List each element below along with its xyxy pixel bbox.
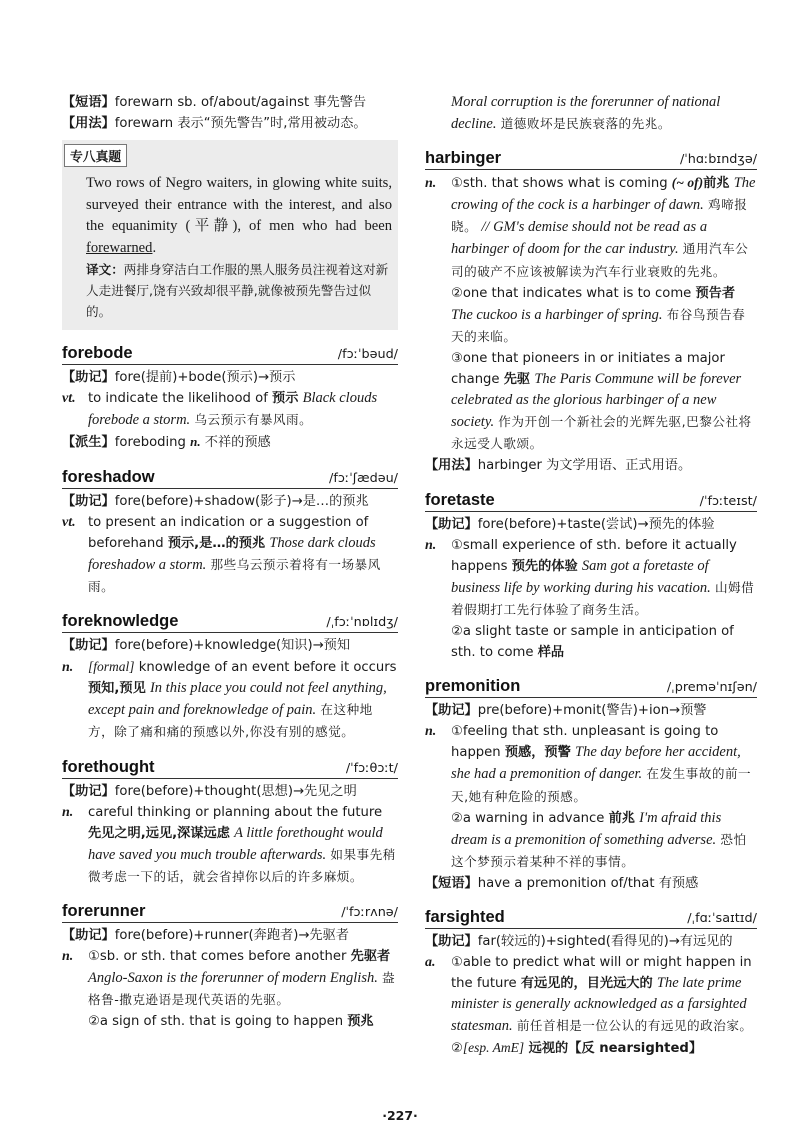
definition-foretaste-1: n. ①small experience of sth. before it actually happens 预先的体验 Sam got a foretaste of business life by working during his vacation. 山姆借着假期打工先行体验了商务生活。 (425, 537, 755, 617)
memo-forerunner: 【助记】fore(before)+runner(奔跑者)→先驱者 (62, 927, 349, 943)
definition-harbinger-2: ②one that indicates what is to come 预告者 The cuckoo is a harbinger of spring. 布谷鸟预告春天的来临。 (451, 285, 746, 344)
exam-translation: 译文：两排身穿洁白工作服的黑人服务员注视着这对新人走进餐厅,饶有兴致却很平静,就像被预先警告过似的。 (86, 262, 389, 320)
memo-forebode: 【助记】fore(提前)+bode(预示)→预示 (62, 370, 296, 386)
definition-farsighted-2: ②[esp. AmE] 远视的【反 nearsighted】 (451, 1040, 703, 1057)
exam-box (62, 140, 398, 330)
entry-head-harbinger: harbinger /ˈhɑːbɪndʒə/ (425, 149, 757, 170)
entry-head-foreknowledge: foreknowledge /ˌfɔːˈnɒlɪdʒ/ (62, 612, 398, 633)
forewarn-phrase: 【短语】forewarn sb. of/about/against 事先警告 (62, 95, 367, 110)
right-column (425, 92, 757, 1060)
entry-head-foreshadow: foreshadow /fɔːˈʃædəu/ (62, 468, 398, 489)
definition-foretaste-2: ②a slight taste or sample in anticipation of sth. to come 样品 (451, 623, 734, 661)
usage-harbinger: 【用法】harbinger 为文学用语、正式用语。 (425, 458, 692, 474)
definition-forerunner-1: n. ①sb. or sth. that comes before another 先驱者 Anglo-Saxon is the forerunner of modern English. 盎格鲁-撒克逊语是现代英语的先驱。 (62, 949, 396, 1008)
memo-foreshadow: 【助记】fore(before)+shadow(影子)→是…的预兆 (62, 493, 369, 509)
forewarn-usage: 【用法】forewarn 表示“预先警告”时,常用被动态。 (62, 116, 367, 132)
exam-box-label: 专八真题 (64, 144, 127, 167)
entry-head-forerunner: forerunner /ˈfɔːrʌnə/ (62, 902, 398, 923)
exam-sentence: Two rows of Negro waiters, in glowing white suits, surveyed their entrance with the interest, and also the equanimity (平静), of men who had been forewarned. (86, 175, 392, 256)
memo-forethought: 【助记】fore(before)+thought(思想)→先见之明 (62, 783, 357, 799)
definition-harbinger-1: n. ①sth. that shows what is coming (~ of)前兆 The crowing of the cock is a harbinger of dawn. 鸡啼报晓。 // GM's demise should not be read as a harbinger of doom for the car industry. 通用汽车公司的破产不应该被解读为汽车行业衰败的先兆。 (425, 175, 756, 279)
definition-forerunner-2: ②a sign of sth. that is going to happen 预兆 (88, 1014, 374, 1030)
page-number: ·227· (382, 1108, 418, 1123)
definition-foreknowledge: n. [formal] knowledge of an event before it occurs 预知,预见 In this place you could not feel anything, except pain and foreknowledge of pain. 在这种地方，除了痛和痛的预感以外,你没有别的感觉。 (62, 659, 397, 740)
phrase-premonition: 【短语】have a premonition of/that 有预感 (425, 875, 699, 891)
entry-head-foretaste: foretaste /ˈfɔːteɪst/ (425, 491, 757, 512)
memo-premonition: 【助记】pre(before)+monit(警告)+ion→预警 (425, 703, 707, 719)
derivative-forebode: 【派生】foreboding n. 不祥的预感 (62, 434, 271, 451)
definition-foreshadow: vt. to present an indication or a suggestion of beforehand 预示,是…的预兆 Those dark clouds foreshadow a storm. 那些乌云预示着将有一场暴风雨。 (62, 514, 381, 594)
definition-premonition-1: n. ①feeling that sth. unpleasant is going to happen 预感，预警 The day before her accident, she had a premonition of danger. 在发生事故的前一天,她有种危险的预感。 (425, 724, 752, 804)
forerunner-continued-example: Moral corruption is the forerunner of national decline. 道德败坏是民族衰落的先兆。 (451, 94, 721, 133)
entry-head-forethought: forethought /ˈfɔːθɔːt/ (62, 758, 398, 779)
entry-head-premonition: premonition /ˌpreməˈnɪʃən/ (425, 677, 757, 698)
definition-premonition-2: ②a warning in advance 前兆 I'm afraid this dream is a premonition of something adverse. 恐怕这个梦预示着某种不祥的事情。 (451, 809, 747, 869)
definition-harbinger-3: ③one that pioneers in or initiates a major change 先驱 The Paris Commune will be forever celebrated as the glorious harbinger of a new society. 作为开创一个新社会的光辉先驱,巴黎公社将永远受人歌颂。 (451, 350, 752, 452)
entry-head-forebode: forebode /fɔːˈbəud/ (62, 344, 398, 365)
memo-foreknowledge: 【助记】fore(before)+knowledge(知识)→预知 (62, 638, 351, 654)
definition-forethought: n. careful thinking or planning about the future 先见之明,远见,深谋远虑 A little forethought would have saved you much trouble afterwards. 如果事先稍微考虑一下的话，就会省掉你以后的许多麻烦。 (62, 804, 396, 884)
left-column (62, 92, 398, 1032)
entry-head-farsighted: farsighted /ˌfɑːˈsaɪtɪd/ (425, 908, 757, 929)
memo-foretaste: 【助记】fore(before)+taste(尝试)→预先的体验 (425, 516, 715, 532)
definition-farsighted-1: a. ①able to predict what will or might happen in the future 有远见的，目光远大的 The late prime minister is generally acknowledged as a farsighted statesman. 前任首相是一位公认的有远见的政治家。 (425, 955, 753, 1035)
definition-forebode: vt. to indicate the likelihood of 预示 Black clouds forebode a storm. 乌云预示有暴风雨。 (62, 390, 378, 429)
memo-farsighted: 【助记】far(较远的)+sighted(看得见的)→有远见的 (425, 934, 733, 949)
